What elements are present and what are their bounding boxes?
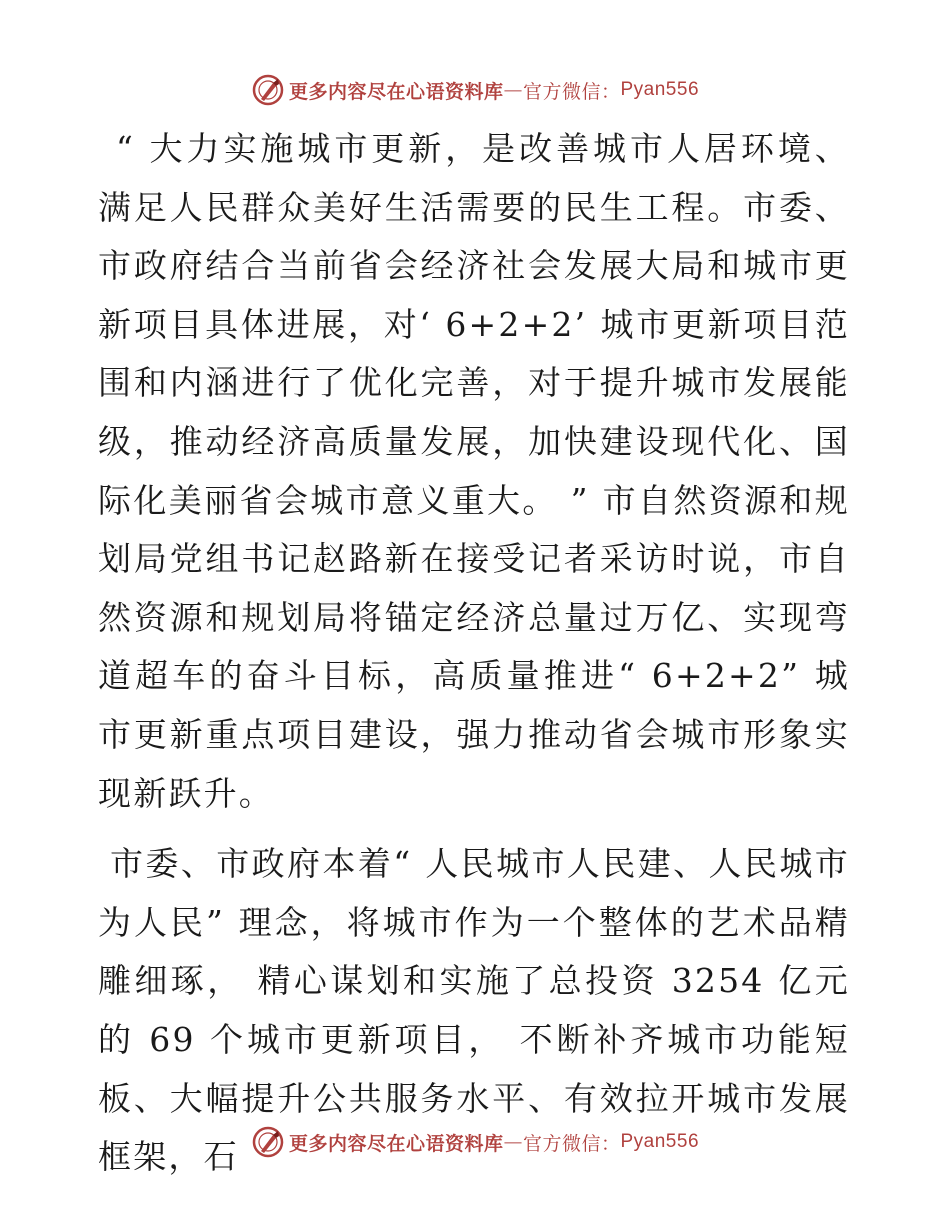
- pen-nib-logo-icon: [251, 73, 285, 107]
- document-body: [98, 120, 850, 1187]
- header-watermark: [0, 72, 950, 108]
- paragraph-1: “ 大力实施城市更新，是改善城市人居环境、满足人民群众美好生活需要的民生工程。市委、市政府结合当前省会经济社会发展大局和城市更新项目具体进展，对‘ 6+2+2’ 城市更新项目范围和内涵进行了优化完善，对于提升城市发展能级，推动经济高质量发展，加快建设现代化、国际化美丽省会城市意义重大。 ” 市自然资源和规划局党组书记赵路新在接受记者采访时说，市自然资源和规划局将锚定经济总量过万亿、实现弯道超车的奋斗目标，高质量推进“ 6+2+2” 城市更新重点项目建设，强力推动省会城市形象实现新跃升。: [98, 129, 850, 813]
- watermark-separator: —: [503, 79, 523, 101]
- footer-watermark: [0, 1124, 950, 1160]
- watermark-separator: —: [503, 1131, 523, 1153]
- watermark-wechat-id: Pyan556: [620, 1131, 700, 1152]
- watermark-brand: 更多内容尽在心语资料库: [288, 1132, 504, 1155]
- pen-nib-logo-icon: [251, 1125, 285, 1159]
- watermark-label: 官方微信：: [522, 80, 621, 103]
- paragraph-2: 市委、市政府本着“ 人民城市人民建、人民城市为人民” 理念，将城市作为一个整体的艺术品精雕细琢， 精心谋划和实施了总投资 3254 亿元的 69 个城市更新项目， 不断补齐城市功能短板、大幅提升公共服务水平、有效拉开城市发展框架，石: [98, 844, 850, 1177]
- watermark-label: 官方微信：: [522, 1132, 621, 1155]
- watermark-brand: 更多内容尽在心语资料库: [288, 80, 504, 103]
- watermark-wechat-id: Pyan556: [620, 79, 700, 100]
